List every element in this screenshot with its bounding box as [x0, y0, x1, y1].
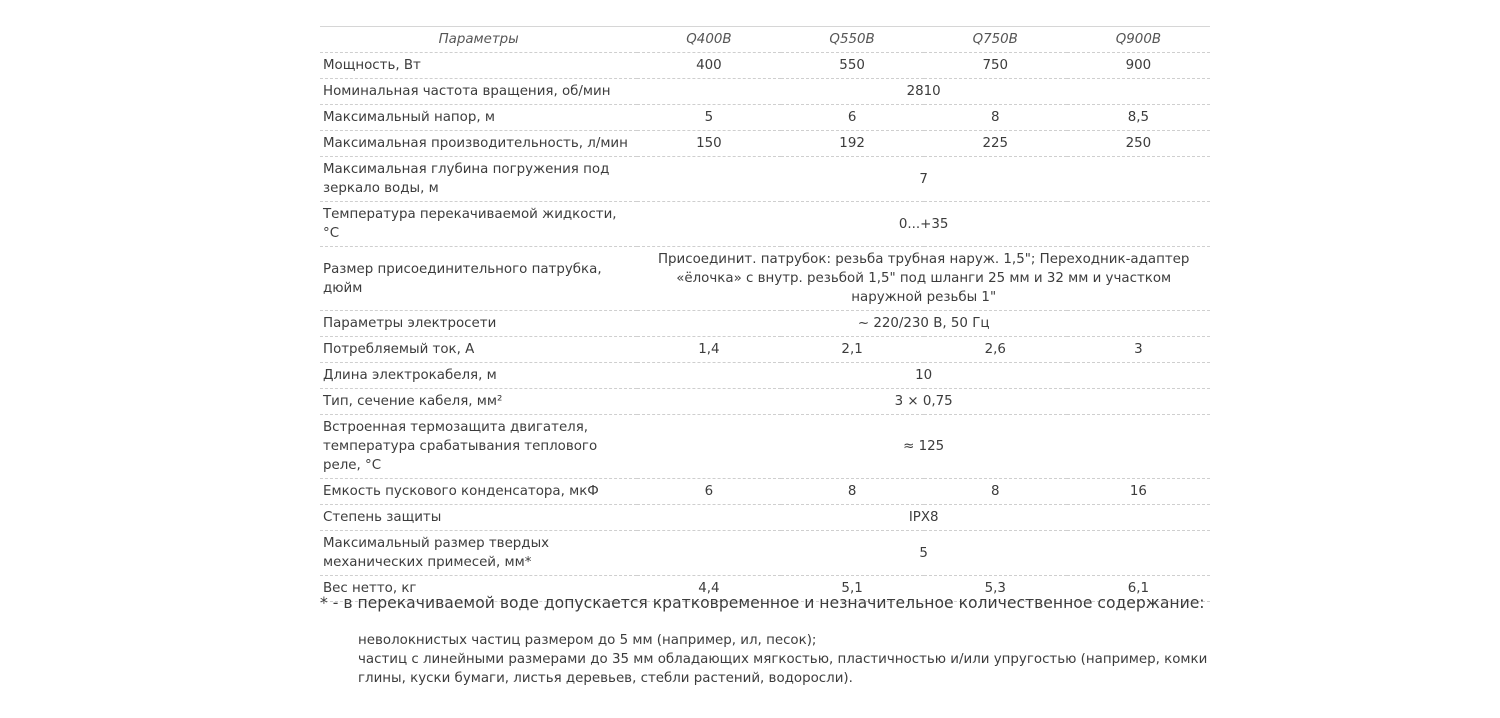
- parameter-value: 1,4: [637, 337, 780, 363]
- parameter-label: Встроенная термозащита двигателя, температура срабатывания теплового реле, °С: [320, 415, 637, 479]
- parameter-label: Максимальный напор, м: [320, 105, 637, 131]
- table-row: [320, 79, 1210, 105]
- table-row: [320, 105, 1210, 131]
- parameter-value: 16: [1067, 479, 1210, 505]
- parameter-value: 8: [924, 105, 1067, 131]
- header-model-q400b: Q400B: [637, 27, 780, 53]
- footnote: * - в перекачиваемой воде допускается кратковременное и незначительное количественное содержание:: [320, 594, 1205, 612]
- parameter-value: 8,5: [1067, 105, 1210, 131]
- note-item: неволокнистых частиц размером до 5 мм (например, ил, песок);: [358, 633, 817, 648]
- specifications-table: [320, 26, 1210, 602]
- parameter-label: Максимальная производительность, л/мин: [320, 131, 637, 157]
- header-parameters: Параметры: [320, 27, 637, 53]
- parameter-label: Мощность, Вт: [320, 53, 637, 79]
- parameter-value-shared: 10: [637, 363, 1210, 389]
- parameter-value-shared: 7: [637, 157, 1210, 202]
- parameter-label: Потребляемый ток, А: [320, 337, 637, 363]
- parameter-value: 550: [781, 53, 924, 79]
- parameter-value-shared: ~ 220/230 В, 50 Гц: [637, 311, 1210, 337]
- parameter-value: 5,3: [924, 576, 1067, 602]
- parameter-value: 5: [637, 105, 780, 131]
- parameter-value: 6: [637, 479, 780, 505]
- footnote-notes: [358, 631, 1258, 688]
- table-row: [320, 157, 1210, 202]
- table-header-row: [320, 27, 1210, 53]
- parameter-label: Тип, сечение кабеля, мм²: [320, 389, 637, 415]
- header-model-q750b: Q750B: [924, 27, 1067, 53]
- parameter-value: 6: [781, 105, 924, 131]
- table-row: [320, 531, 1210, 576]
- table-row: [320, 337, 1210, 363]
- parameter-value: 225: [924, 131, 1067, 157]
- header-model-q550b: Q550B: [781, 27, 924, 53]
- parameter-value-shared: 2810: [637, 79, 1210, 105]
- table-row: [320, 53, 1210, 79]
- parameter-value-shared: ≈ 125: [637, 415, 1210, 479]
- parameter-value: 6,1: [1067, 576, 1210, 602]
- parameter-value-shared: 0...+35: [637, 202, 1210, 247]
- parameter-label: Емкость пускового конденсатора, мкФ: [320, 479, 637, 505]
- parameter-value-shared: 3 × 0,75: [637, 389, 1210, 415]
- table-row: [320, 247, 1210, 311]
- parameter-label: Параметры электросети: [320, 311, 637, 337]
- parameter-value: 2,1: [781, 337, 924, 363]
- parameter-value: 5,1: [781, 576, 924, 602]
- parameter-value-shared: Присоединит. патрубок: резьба трубная наруж. 1,5"; Переходник-адаптер «ёлочка» с внутр. резьбой 1,5" под шланги 25 мм и 32 мм и участком наружной резьбы 1": [637, 247, 1210, 311]
- parameter-label: Максимальный размер твердых механических примесей, мм*: [320, 531, 637, 576]
- parameter-label: Длина электрокабеля, м: [320, 363, 637, 389]
- parameter-value: 750: [924, 53, 1067, 79]
- table-row: [320, 202, 1210, 247]
- parameter-value-shared: 5: [637, 531, 1210, 576]
- parameter-value: 400: [637, 53, 780, 79]
- header-model-q900b: Q900B: [1067, 27, 1210, 53]
- table-row: [320, 363, 1210, 389]
- parameter-label: Температура перекачиваемой жидкости, °С: [320, 202, 637, 247]
- table-row: [320, 311, 1210, 337]
- parameter-value: 8: [781, 479, 924, 505]
- table-row: [320, 479, 1210, 505]
- parameter-value: 150: [637, 131, 780, 157]
- parameter-value: 900: [1067, 53, 1210, 79]
- parameter-value: 250: [1067, 131, 1210, 157]
- parameter-label: Вес нетто, кг: [320, 576, 637, 602]
- table-row: [320, 505, 1210, 531]
- table-row: [320, 131, 1210, 157]
- parameter-value: 8: [924, 479, 1067, 505]
- note-item: частиц с линейными размерами до 35 мм обладающих мягкостью, пластичностью и/или упругостью (например, комки глины, куски бумаги, листья деревьев, стебли растений, водоросли).: [358, 652, 1208, 686]
- parameter-value: 3: [1067, 337, 1210, 363]
- parameter-label: Максимальная глубина погружения под зеркало воды, м: [320, 157, 637, 202]
- table-row: [320, 389, 1210, 415]
- table-row: [320, 415, 1210, 479]
- parameter-value: 4,4: [637, 576, 780, 602]
- specifications-body: [320, 53, 1210, 602]
- parameter-value-shared: IPX8: [637, 505, 1210, 531]
- parameter-label: Номинальная частота вращения, об/мин: [320, 79, 637, 105]
- parameter-value: 192: [781, 131, 924, 157]
- parameter-value: 2,6: [924, 337, 1067, 363]
- parameter-label: Размер присоединительного патрубка, дюйм: [320, 247, 637, 311]
- parameter-label: Степень защиты: [320, 505, 637, 531]
